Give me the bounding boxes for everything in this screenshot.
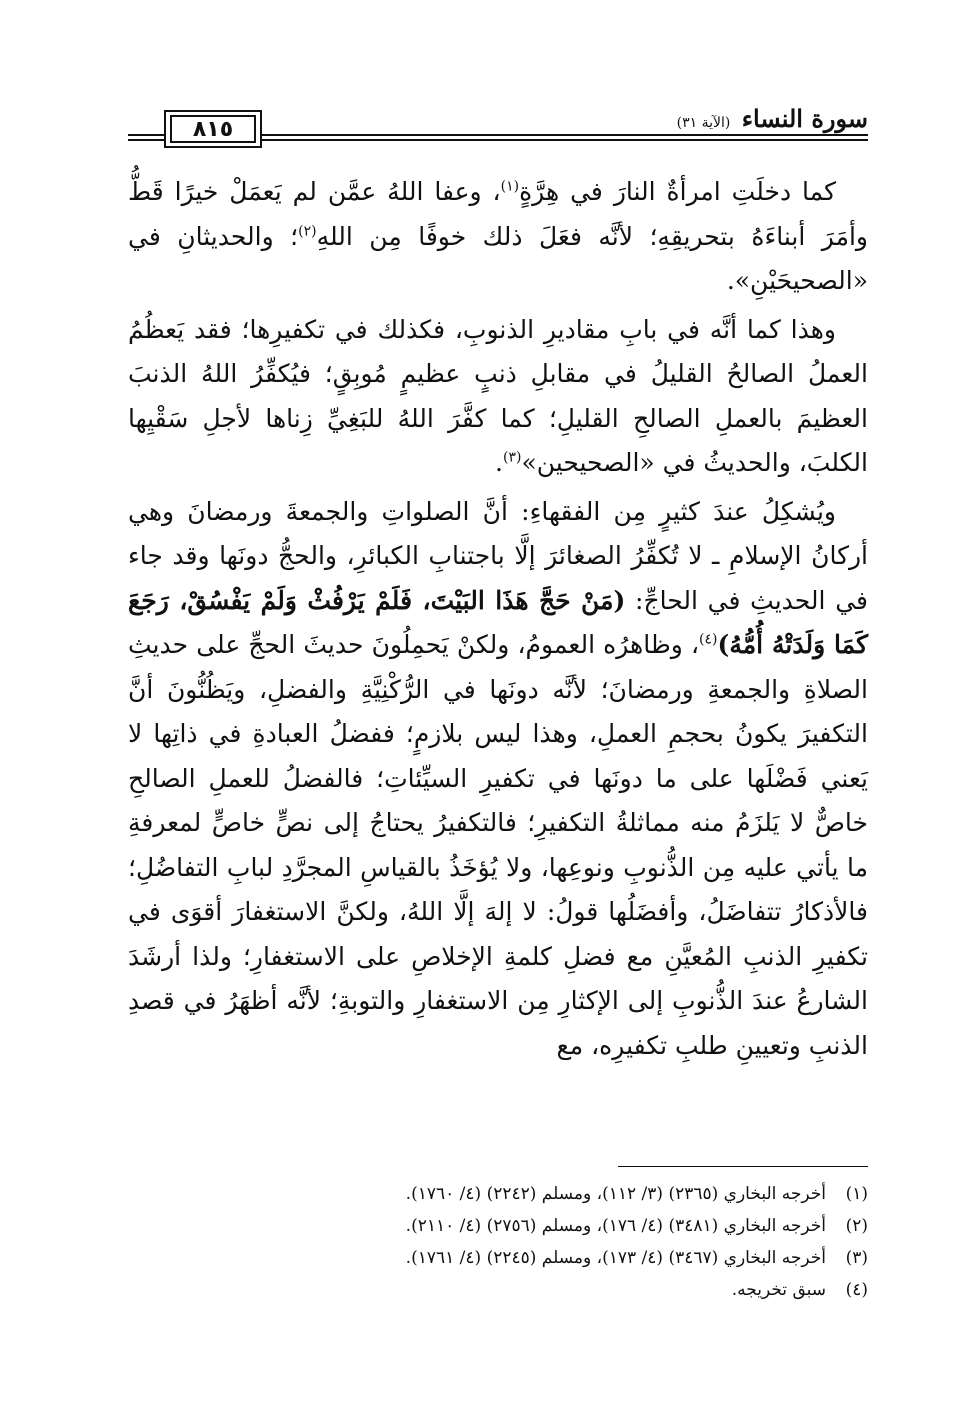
page-header xyxy=(128,104,868,150)
footnote-text: أخرجه البخاري (٣٤٦٧) (٤/ ١٧٣)، ومسلم (٢٢٤٥) (٤/ ١٧٦١). xyxy=(405,1248,826,1268)
footnote xyxy=(128,1274,868,1306)
footnote xyxy=(128,1178,868,1210)
footnote-text: سبق تخريجه. xyxy=(731,1280,826,1300)
footnote-number: (١) xyxy=(845,1184,868,1204)
paragraph-2 xyxy=(128,308,868,486)
text-run: . xyxy=(495,448,503,477)
running-head xyxy=(669,104,868,134)
page-number-box xyxy=(164,110,262,148)
text-run: وهذا كما أنَّه في بابِ مقاديرِ الذنوبِ، فكذلك في تكفيرِها؛ فقد يَعظُمُ العملُ الصالحُ القليلُ في مقابلِ ذنبٍ عظيمٍ مُوبِقٍ؛ فيُكفِّرُ اللهُ الذنبَ العظيمَ بالعملِ الصالحِ القليلِ؛ كما كفَّرَ اللهُ للبَغِيِّ زِناها لأجلِ سَقْيِها الكلبَ، والحديثُ في «الصحيحين» xyxy=(128,314,868,477)
text-run: ويُشكِلُ عندَ كثيرٍ مِن الفقهاءِ: أنَّ الصلواتِ والجمعةَ ورمضانَ وهي أركانُ الإسلامِ ـ لا تُكفِّرُ الصغائرَ إلَّا باجتنابِ الكبائرِ، والحجُّ دونَها وقد جاء في الحديثِ في الحاجِّ: xyxy=(128,496,868,615)
footnote-ref[interactable]: (١) xyxy=(500,178,520,195)
paragraph-1 xyxy=(128,170,868,304)
footnote-number: (٢) xyxy=(845,1216,868,1236)
paragraph-3 xyxy=(128,490,868,1069)
footnote-text: أخرجه البخاري (٣٤٨١) (٤/ ١٧٦)، ومسلم (٢٧٥٦) (٤/ ٢١١٠). xyxy=(405,1216,826,1236)
footnotes xyxy=(128,1178,868,1306)
footnote-text: أخرجه البخاري (٢٣٦٥) (٣/ ١١٢)، ومسلم (٢٢٤٢) (٤/ ١٧٦٠). xyxy=(405,1184,826,1204)
footnote-ref[interactable]: (٣) xyxy=(503,449,522,466)
footnote-ref[interactable]: (٤) xyxy=(699,631,718,648)
footnote-ref[interactable]: (٢) xyxy=(298,223,317,240)
footnote-number: (٤) xyxy=(845,1280,868,1300)
surah-title: سورة النساء xyxy=(741,104,868,133)
footnote xyxy=(128,1242,868,1274)
body-text xyxy=(128,170,868,1072)
text-run: كما دخلَتِ امرأةٌ النارَ في هِرَّةٍ xyxy=(519,177,836,206)
page-number: ٨١٥ xyxy=(170,115,256,143)
text-run: ، وظاهرُه العمومُ، ولكنْ يَحمِلُونَ حديثَ الحجِّ على حديثِ الصلاةِ والجمعةِ ورمضانَ؛ لأنَّه دونَها في الرُّكْنِيَّةِ والفضلِ، ويَظُنُّونَ أنَّ التكفيرَ يكونُ بحجمِ العملِ، وهذا ليس بلازمٍ؛ ففضلُ العبادةِ في ذاتِها لا يَعني فَضْلَها على ما دونَها في تكفيرِ السيِّئاتِ؛ فالفضلُ للعملِ الصالحِ خاصٌّ لا يَلزَمُ منه مماثلةُ التكفيرِ؛ فالتكفيرُ يحتاجُ إلى نصٍّ خاصٍّ لمعرفةِ ما يأتي عليه مِن الذُّنوبِ ونوعِها، ولا يُؤخَذُ بالقياسِ المجرَّدِ لبابِ التفاضُلِ؛ فالأذكارُ تتفاضَلُ، وأفضَلُها قولُ: لا إلهَ إلَّا اللهُ، ولكنَّ الاستغفارَ أقوَى في تكفيرِ الذنبِ المُعيَّنِ مع فضلِ كلمةِ الإخلاصِ على الاستغفارِ؛ ولذا أرشَدَ الشارعُ عندَ الذُّنوبِ إلى الإكثارِ مِن الاستغفارِ والتوبةِ؛ لأنَّه أظهَرُ في قصدِ الذنبِ وتعيينِ طلبِ تكفيرِه، مع xyxy=(128,630,868,1060)
text-run: ، وعفا اللهُ عمَّن لم يَعمَلْ خيرًا قَطُّ وأمَرَ أبناءَهُ بتحريقِهِ؛ لأنَّه فعَلَ ذلك خوفًا مِن اللهِ xyxy=(128,177,868,251)
footnote-separator xyxy=(618,1166,868,1167)
hadith-quote: (مَنْ حَجَّ هَذَا البَيْتَ، فَلَمْ يَرْفُثْ وَلَمْ يَفْسُقْ، رَجَعَ كَمَا وَلَدَتْهُ أُمُّهُ) xyxy=(128,585,869,659)
ayah-label: (الآية ٣١) xyxy=(676,115,731,131)
footnote xyxy=(128,1210,868,1242)
text-run: ؛ والحديثانِ في «الصحيحَيْنِ». xyxy=(128,221,868,295)
footnote-number: (٣) xyxy=(845,1248,868,1268)
